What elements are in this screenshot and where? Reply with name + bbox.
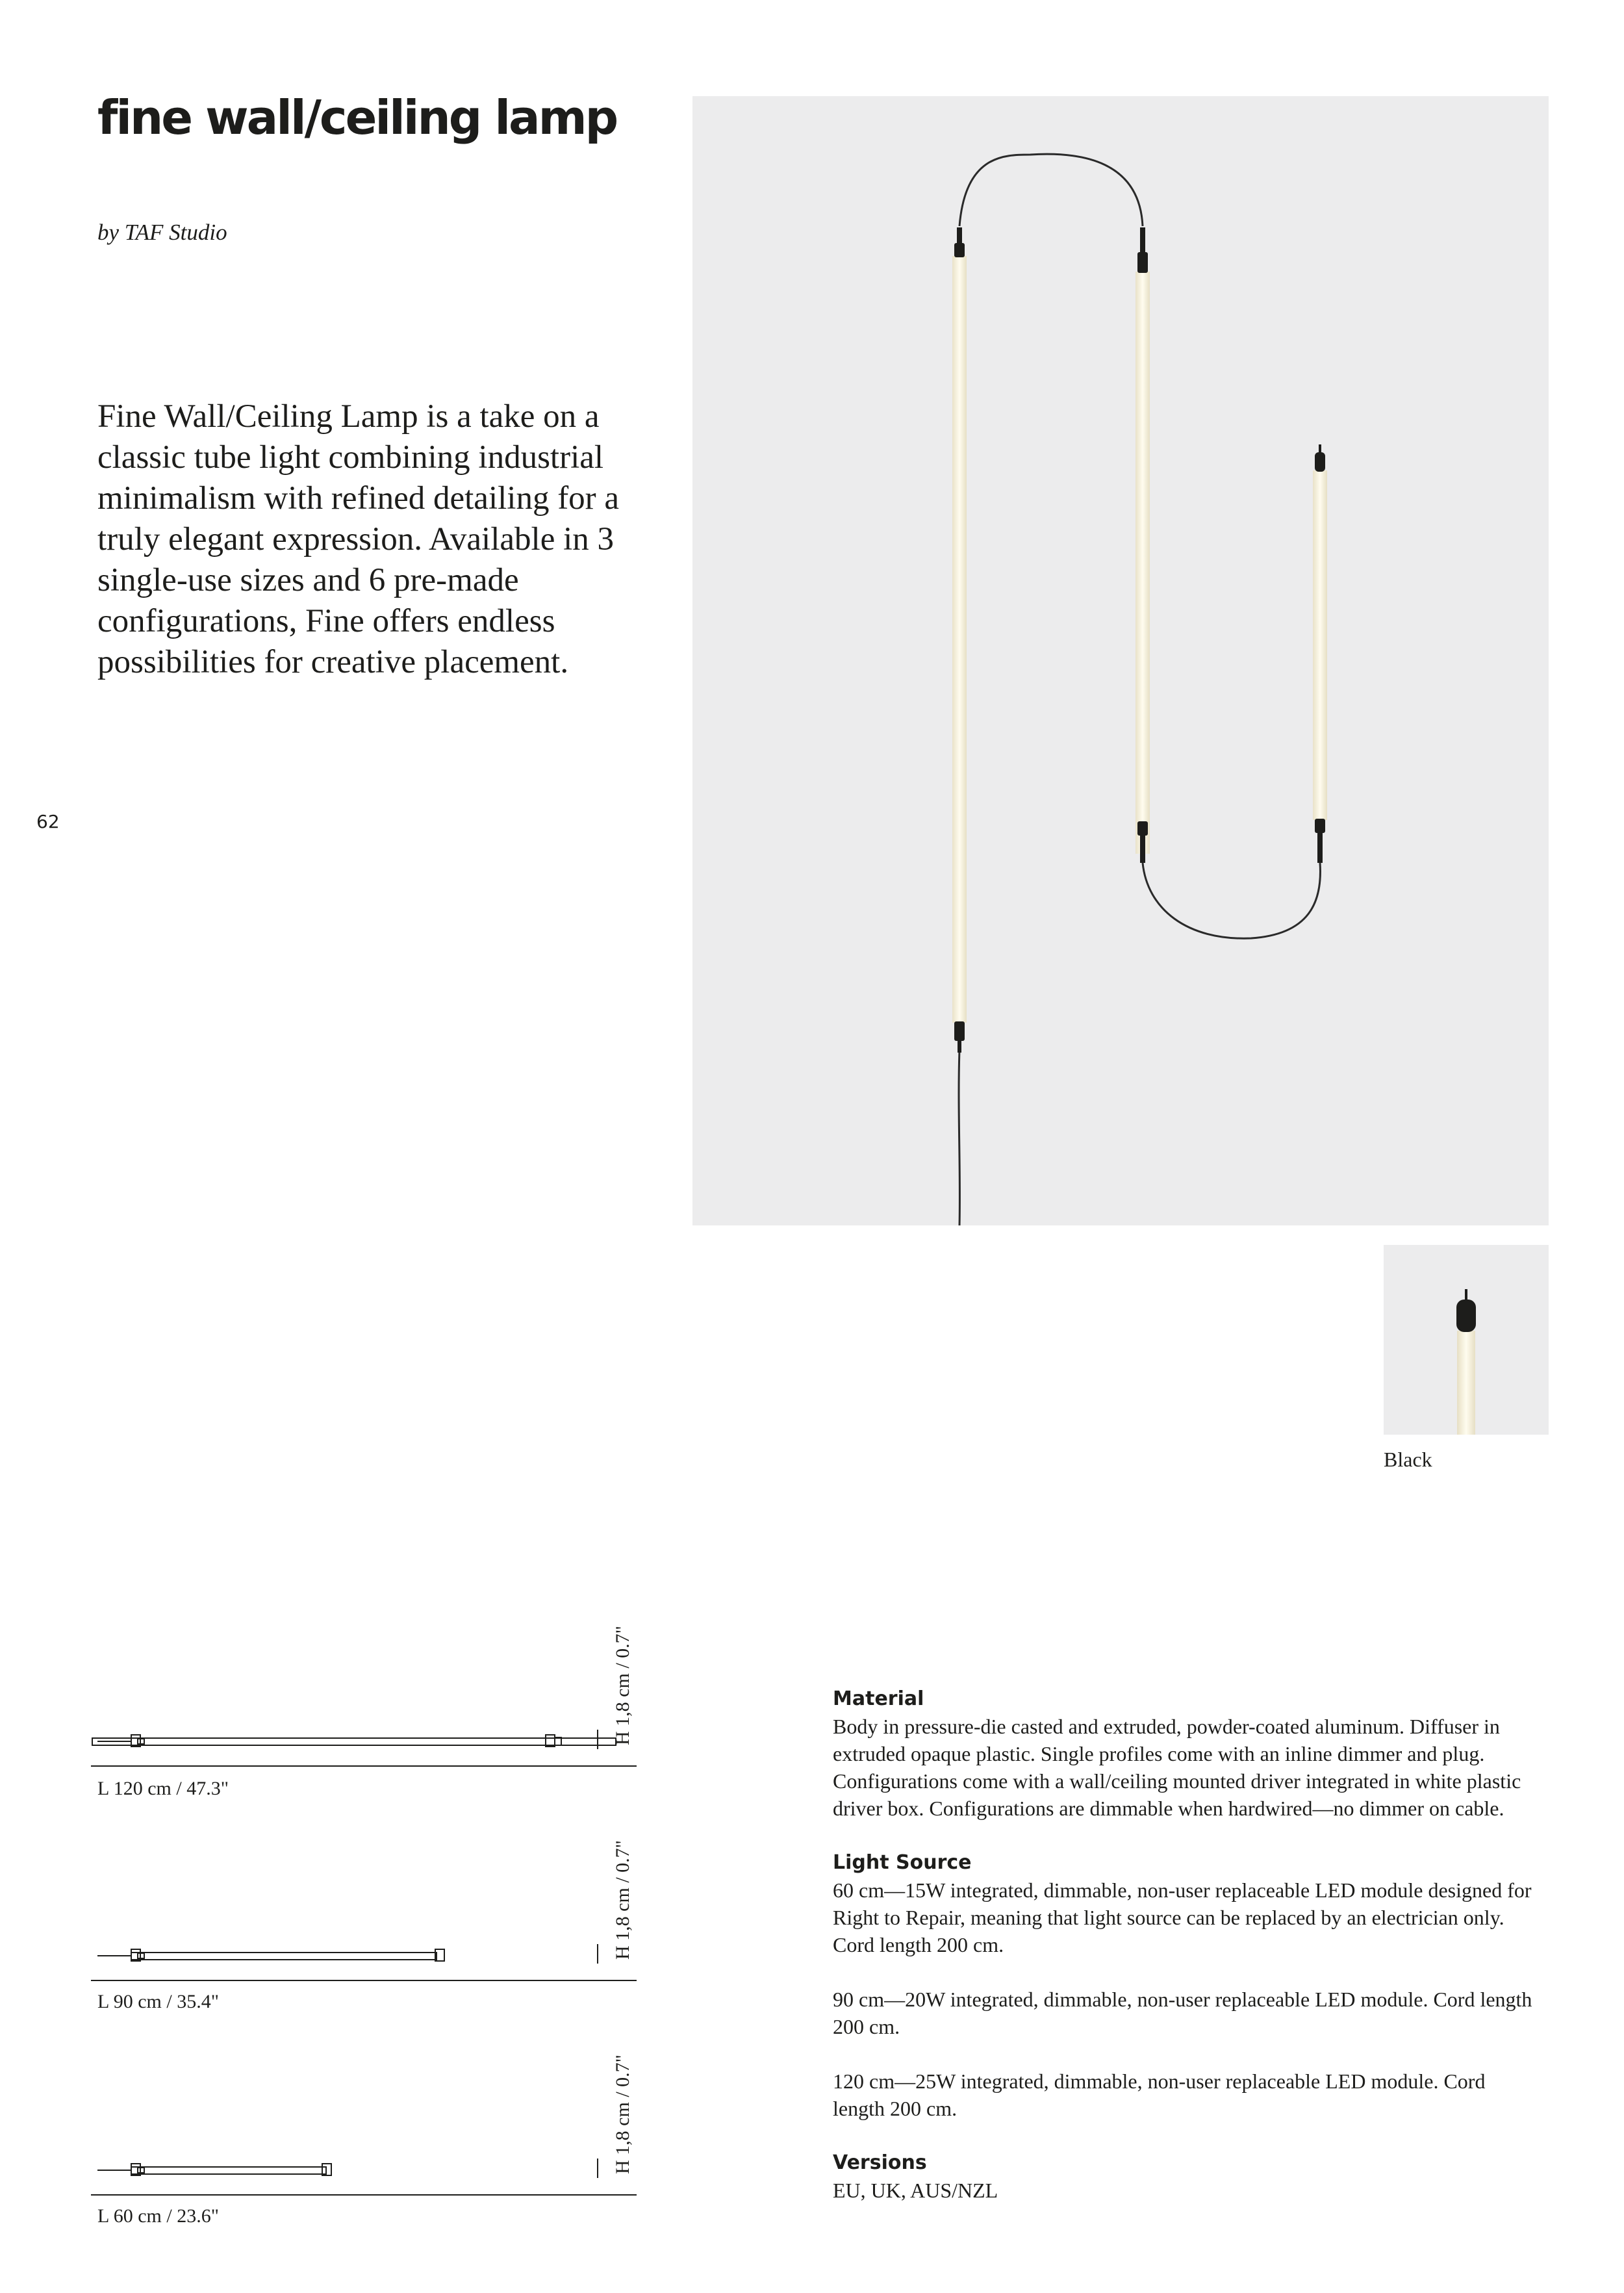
dimension-height-60: H 1,8 cm / 0.7": [612, 2055, 633, 2174]
product-title: fine wall/ceiling lamp: [97, 90, 617, 145]
dimension-length-60: L 60 cm / 23.6": [97, 2205, 219, 2227]
tube-medium: [1136, 227, 1150, 863]
tube-short: [1313, 444, 1327, 863]
tube-long: [952, 227, 967, 1053]
light-source-60: 60 cm—15W integrated, dimmable, non-user replaceable LED module designed for Right to Repair, meaning that light source can be replaced by an electrician only. Cord length 200 cm.: [833, 1878, 1532, 1956]
dimension-length-90: L 90 cm / 35.4": [97, 1991, 219, 2012]
versions-heading: Versions: [833, 2151, 927, 2174]
product-description: Fine Wall/Ceiling Lamp is a take on a classic tube light combining industrial minimalism with refined detailing for a truly elegant expression. Available in 3 single-use sizes and 6 pre-made configurations, Fine offers endless possibilities for creative placement.: [97, 398, 620, 680]
dimension-drawing-90: [91, 1878, 637, 1982]
light-source-90: 90 cm—20W integrated, dimmable, non-user replaceable LED module. Cord length 200 cm.: [833, 1988, 1532, 2038]
light-source-120: 120 cm—25W integrated, dimmable, non-user replaceable LED module. Cord length 200 cm.: [833, 2069, 1486, 2120]
color-swatch-black: [1384, 1245, 1549, 1435]
material-heading: Material: [833, 1687, 924, 1710]
dimension-drawing-120: [91, 1663, 637, 1767]
dimension-length-120: L 120 cm / 47.3": [97, 1778, 229, 1799]
hero-product-photo: [692, 96, 1549, 1225]
specifications: [833, 1685, 1534, 2204]
designer-credit: by TAF Studio: [97, 220, 227, 245]
light-source-heading: Light Source: [833, 1851, 972, 1874]
versions-text: EU, UK, AUS/NZL: [833, 2179, 998, 2202]
dimension-drawing-60: [91, 2092, 637, 2196]
page-number: 62: [36, 811, 60, 832]
swatch-label: Black: [1384, 1448, 1432, 1471]
dimension-height-90: H 1,8 cm / 0.7": [612, 1840, 633, 1960]
dimension-height-120: H 1,8 cm / 0.7": [612, 1626, 633, 1745]
material-text: Body in pressure-die casted and extruded, powder-coated aluminum. Diffuser in extruded opaque plastic. Single profiles come with an inline dimmer and plug. Configurations come with a wall/ceiling mounted driver integrated in white plastic driver box. Configurations are dimmable when hardwired—no dimmer on cable.: [833, 1715, 1521, 1820]
